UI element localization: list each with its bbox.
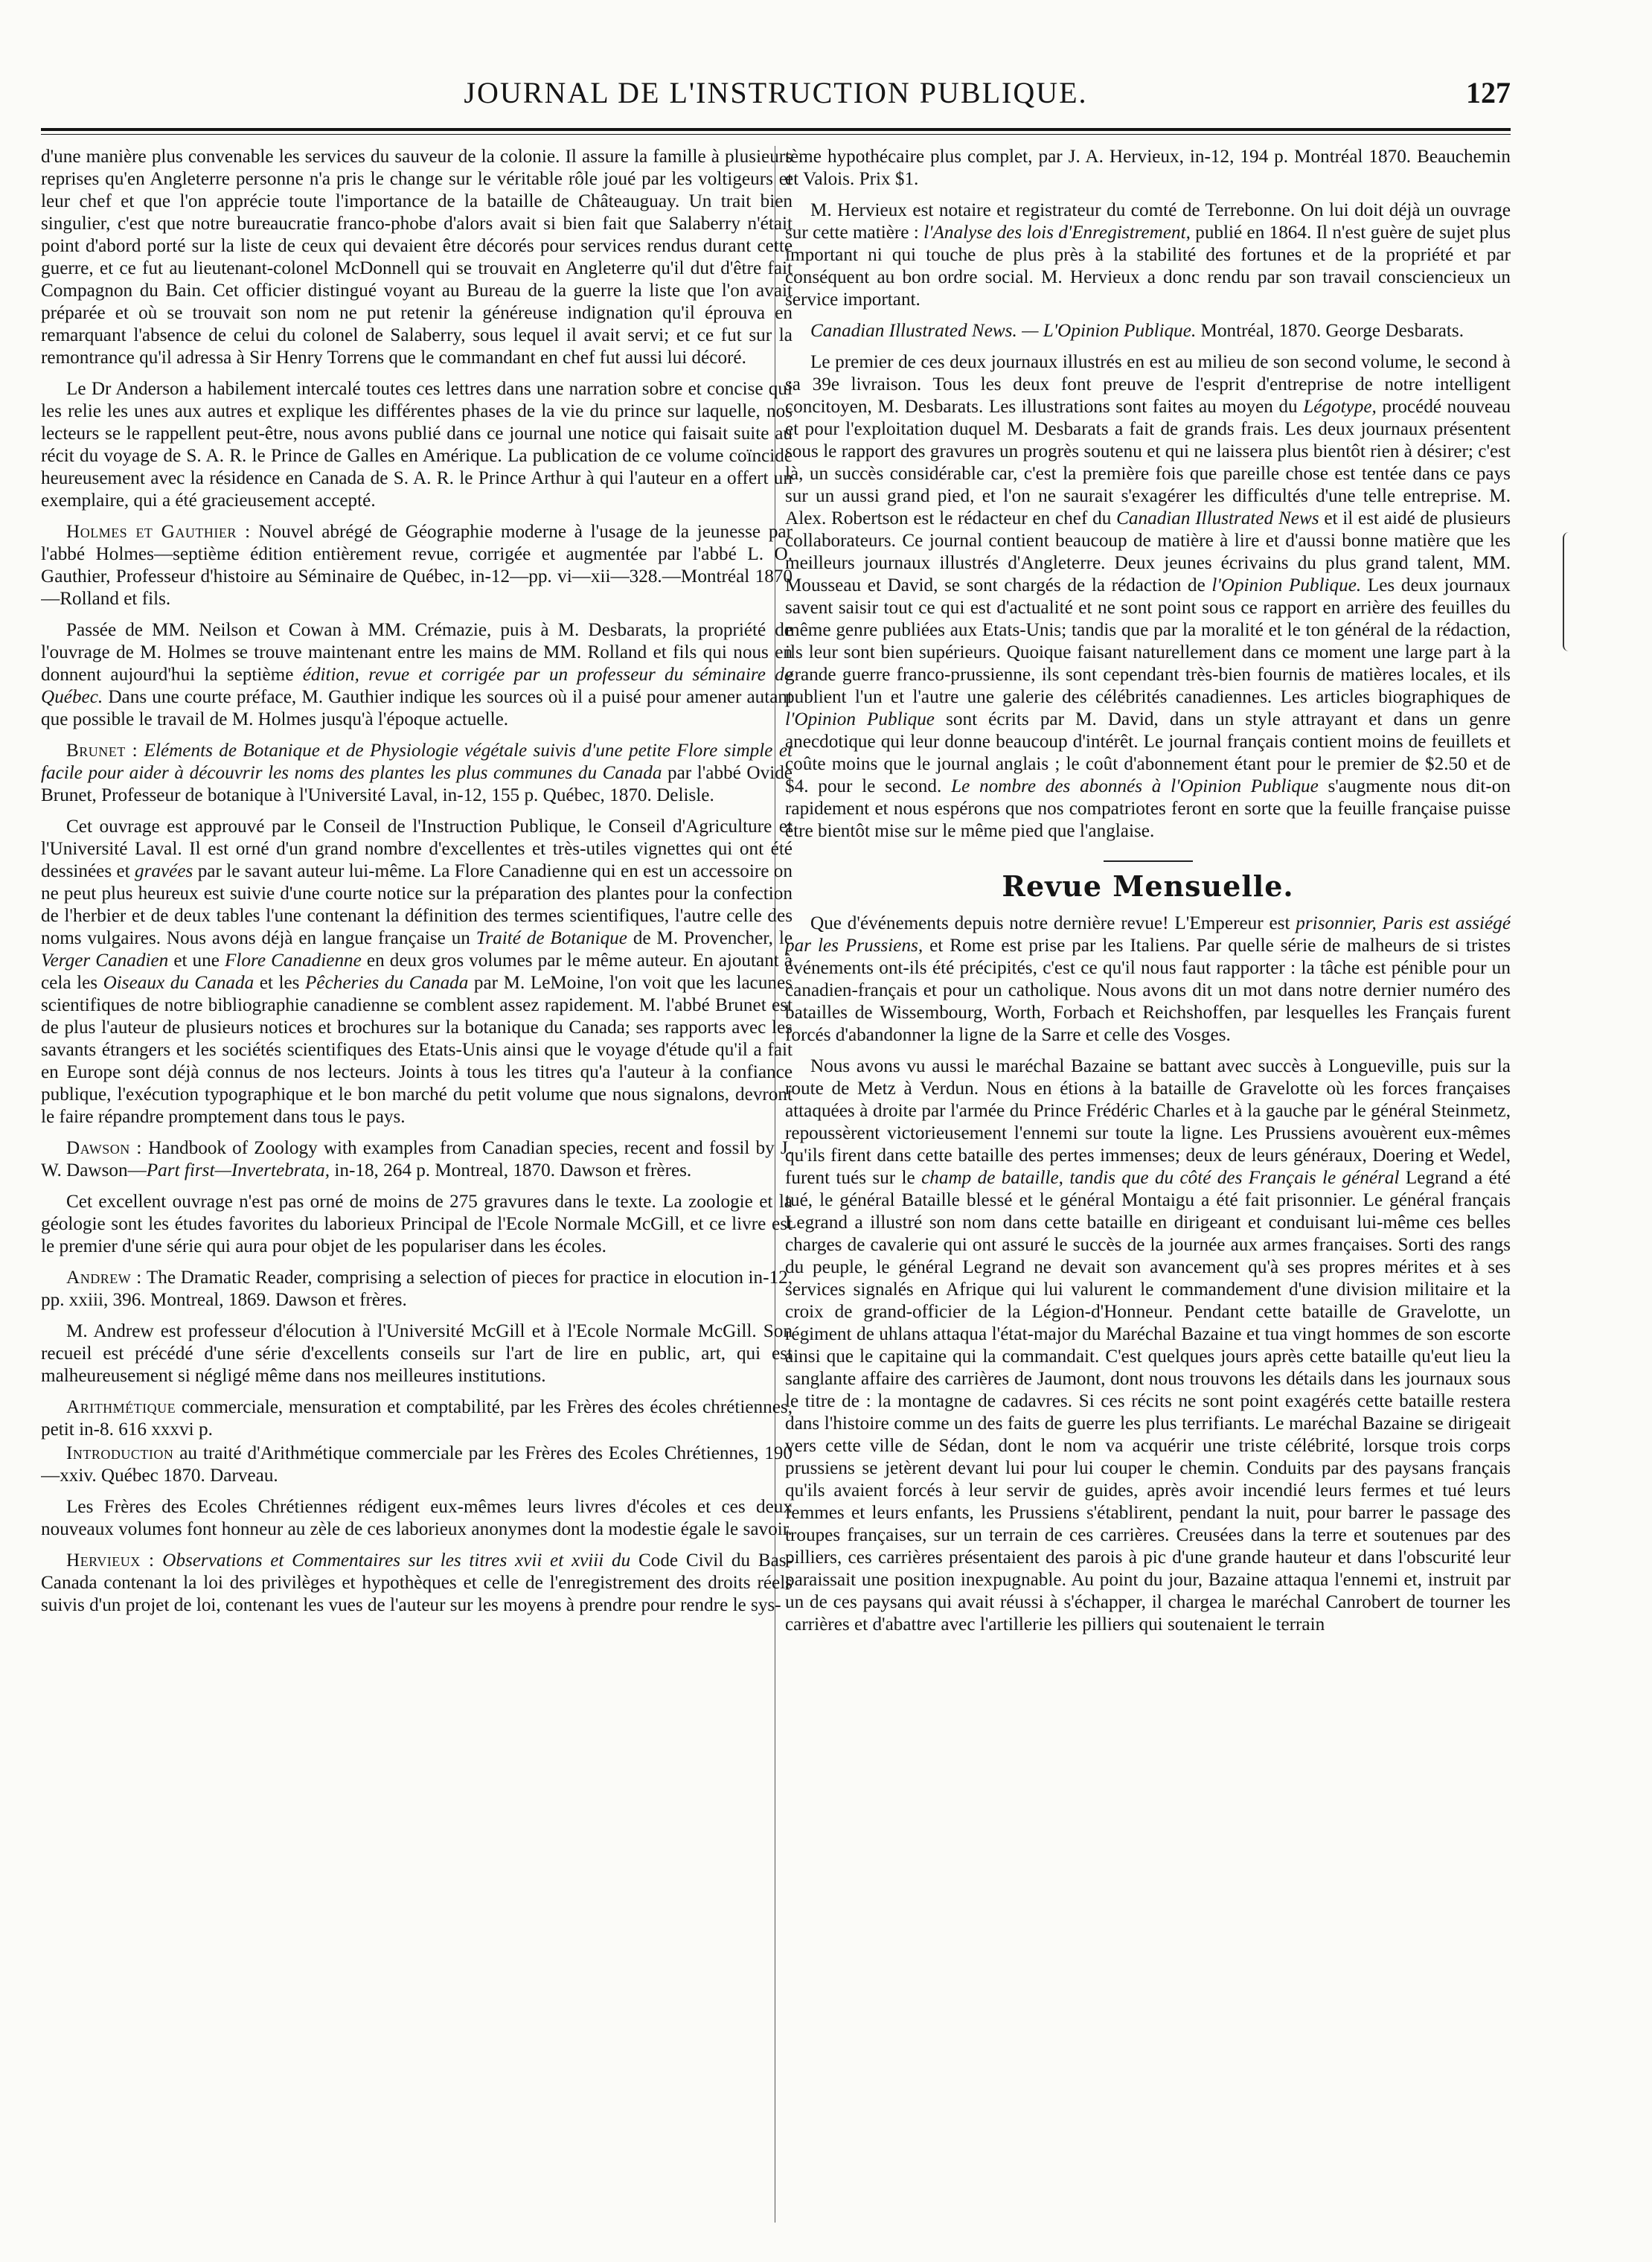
italic-run: Pêcheries du Canada (305, 973, 469, 993)
book-entry-andrew (41, 1267, 793, 1311)
text-run: Nous avons vu aussi le maréchal Bazaine se battant avec succès à Longueville, puis sur la route de Metz à Verdun. Nous en étions à la bataille de Gravelotte où les forces françaises attaquées à droite par l'armée du Prince Frédéric Charles et à la gauche par le général Steinmetz, repoussèrent victorieusement l'ennemi sur toute la ligne. Les Prussiens avouèrent eux-mêmes qu'ils firent dans cette bataille des pertes immenses; deux de leurs généraux, Doering et Wedel, furent tués sur le (785, 1056, 1511, 1188)
text-run: s'augmente nous dit-on rapidement et nous espérons que nos compatriotes feront en sorte que la feuille française puisse être bientôt mise sur le même pied que l'anglaise. (785, 776, 1511, 841)
entry-text: in-18, 264 p. Montreal, 1870. Dawson et frères. (334, 1160, 692, 1180)
entry-text: par l'abbé Ovide Brunet, Professeur de botanique à l'Université Laval, in-12, 155 p. Québec, 1870. Delisle. (41, 763, 793, 805)
italic-run: l'Opinion Publique (785, 709, 935, 729)
entry-author: Introduction (66, 1443, 174, 1463)
text-run: procédé nouveau et pour l'exploitation duquel M. Desbarats a fait de grands frais. Les deux journaux présentent sous le rapport des gravures un progrès soutenu et qui ne laissera plus bientôt rien à désirer; c'est là, un succès considérable car, c'est la première fois que pareille chose est tentée dans ce pays sur un aussi grand pied, et l'on ne saurait s'exagérer les difficultés d'une telle entreprise. M. Alex. Robertson est le rédacteur en chef du (785, 397, 1511, 528)
book-entry-introduction (41, 1442, 793, 1487)
paragraph (785, 913, 1511, 1047)
left-column (41, 146, 793, 2230)
paragraph (41, 619, 793, 731)
entry-author: Holmes et Gauthier : (66, 522, 251, 542)
entry-text: Montréal, 1870. George Desbarats. (1200, 321, 1464, 341)
page-header (41, 74, 1511, 112)
entry-text: Handbook of Zoology with examples from Canadian species, recent and fossil by J. W. Dawson— (41, 1138, 793, 1180)
entry-author: Arithmétique (66, 1397, 176, 1417)
italic-run: prisonnier, Paris est assiégé par les Prussiens, (785, 913, 1511, 956)
italic-run: Traité de Botanique (476, 928, 627, 948)
italic-run: Canadian Illustrated News (1116, 508, 1319, 528)
italic-run: édition, revue et corrigée par un professeur du séminaire de Québec. (41, 665, 793, 707)
entry-author: Brunet : (66, 741, 138, 761)
italic-run: Oiseaux du Canada (103, 973, 254, 993)
text-run: Dans une courte préface, M. Gauthier indique les sources où il a puisé pour amener autant que possible le travail de M. Holmes jusqu'à l'époque actuelle. (41, 687, 793, 729)
journal-title: JOURNAL DE L'INSTRUCTION PUBLIQUE. (464, 76, 1088, 109)
section-heading: Revue Mensuelle. (1002, 869, 1294, 903)
italic-run: l'Opinion Publique. (1211, 575, 1362, 595)
paragraph: Cet excellent ouvrage n'est pas orné de moins de 275 gravures dans le texte. La zoologie et la géologie sont les études favorites du laborieux Principal de l'Ecole Normale McGill, et ce livre est le premier d'une série qui aura pour objet de les populariser dans les écoles. (41, 1192, 793, 1256)
text-run: Passée de MM. Neilson et Cowan à MM. Crémazie, puis à M. Desbarats, la propriété de l'ouvrage de M. Holmes se trouve maintenant entre les mains de MM. Rolland et fils qui nous en donnent aujourd'hui la septième (41, 620, 793, 685)
text-run: sont écrits par M. David, dans un style attrayant et dans un genre anecdotique qui leur donne beaucoup d'intérêt. Le journal français contient moins de feuillets et coûte moins que le journal anglais ; le coût d'abonnement étant pour le premier de $2.50 et de $4. pour le second. (785, 709, 1511, 796)
paragraph (785, 1055, 1511, 1636)
entry-author: Dawson : (66, 1138, 142, 1158)
page-number: 127 (1466, 76, 1511, 109)
italic-run: Part first—Invertebrata, (146, 1160, 330, 1180)
text-run: de M. Provencher, le (633, 928, 793, 948)
section-divider (1104, 860, 1193, 862)
book-entry-hervieux (41, 1550, 793, 1617)
entry-text: au traité d'Arithmétique commerciale par les Frères des Ecoles Chrétiennes, 190—xxiv. Québec 1870. Darveau. (41, 1443, 793, 1486)
header-rule-thick (41, 128, 1511, 131)
paragraph (41, 816, 793, 1128)
entry-title: Canadian Illustrated News. — L'Opinion Publique. (810, 321, 1197, 341)
paragraph: Les Frères des Ecoles Chrétiennes rédigent eux-mêmes leurs livres d'écoles et ces deux nouveaux volumes font honneur au zèle de ces laborieux anonymes dont la modestie égale le savoir. (41, 1497, 793, 1539)
italic-run: Le nombre des abonnés à l'Opinion Publique (951, 776, 1319, 796)
paragraph: tème hypothécaire plus complet, par J. A. Hervieux, in-12, 194 p. Montréal 1870. Beauchemin et Valois. Prix $1. (785, 147, 1511, 189)
italic-run: Légotype, (1303, 397, 1377, 417)
text-run: publié en 1864. Il n'est guère de sujet plus important ni qui touche de plus près à la stabilité des fortunes et de la propriété et par conséquent au bon ordre social. M. Hervieux a donc rendu par son travail consciencieux un service important. (785, 223, 1511, 310)
margin-bracket-mark (1563, 532, 1573, 651)
book-entry-brunet (41, 740, 793, 807)
text-run: en deux gros volumes par le même auteur. En ajoutant à cela les (41, 951, 793, 993)
paragraph (785, 351, 1511, 843)
paragraph (785, 199, 1511, 311)
text-run: et une (173, 951, 220, 971)
paragraph: M. Andrew est professeur d'élocution à l'Université McGill et à l'Ecole Normale McGill. Son recueil est précédé d'une série d'excellents conseils sur l'art de lire en public, art, qui est malheureusement si négligé même dans nos meilleures institutions. (41, 1321, 793, 1386)
book-entry-dawson (41, 1137, 793, 1182)
entry-title: Eléments de Botanique et de Physiologie végétale suivis d'une petite Flore simple et facile pour aider à découvrir les noms des plantes les plus communes du Canada (41, 741, 793, 783)
entry-text: The Dramatic Reader, comprising a selection of pieces for practice in elocution in-12, pp. xxiii, 396. Montreal, 1869. Dawson et frères. (41, 1268, 793, 1310)
italic-run: champ de bataille, tandis que du côté des Français le général (921, 1168, 1400, 1188)
right-column (785, 146, 1511, 2230)
text-run: Cet ouvrage est approuvé par le Conseil de l'Instruction Publique, le Conseil d'Agriculture et l'Université Laval. Il est orné d'un grand nombre d'excellentes et très-utiles vignettes qui ont été dessinées et (41, 817, 793, 881)
entry-author: Andrew : (66, 1268, 142, 1288)
text-run: et Rome est prise par les Italiens. Par quelle série de malheurs de si tristes événements ont-ils été précipités, c'est ce qu'il nous faut rapporter : la tâche est pénible pour un canadien-français et pour un catholique. Nous avons dit un mot dans notre dernier numéro des batailles de Wissembourg, Worth, Forbach et Reichshoffen, par lesquelles les Français furent forcés d'abandonner la ligne de la Sarre et celle des Vosges. (785, 936, 1511, 1045)
text-run: Les deux journaux savent saisir tout ce qui est d'actualité et ne sont point sous ce rapport en arrière des feuilles du même genre publiées aux Etats-Unis; tandis que par la moralité et le ton général de la rédaction, ils leur sont bien supérieurs. Quoique faisant naturellement dans ce moment une large part à la grande guerre franco-prussienne, ils sont cependant très-bien fournis de matières locales, et ils publient l'un et l'autre une galerie des célébrités canadiennes. Les articles biographiques de (785, 575, 1511, 707)
text-run: M. Hervieux est notaire et registrateur du comté de Terrebonne. On lui doit déjà un ouvrage sur cette matière : (785, 200, 1511, 243)
text-run: Que d'événements depuis notre dernière revue! L'Empereur est (810, 913, 1290, 933)
text-run: et les (259, 973, 300, 993)
text-run: Le premier de ces deux journaux illustrés en est au milieu de son second volume, le second à sa 39e livraison. Tous les deux font preuve de l'esprit d'entreprise de notre intelligent concitoyen, M. Desbarats. Les illustrations sont faites au moyen du (785, 352, 1511, 417)
text-run: Legrand a été tué, le général Bataille blessé et le général Montaigu a été fait prisonnier. Le général français Legrand a illustré son nom dans cette bataille en dirigeant et conduisant lui-même ces belles charges de cavalerie qui ont assuré le succès de la journée aux armes françaises. Sorti des rangs du peuple, le général Legrand ne devait son avancement qu'à ses propres mérites et à ses services signalés en Afrique qui lui valurent le commandement d'une division militaire et la croix de grand-officier de la Légion-d'Honneur. Pendant cette bataille de Gravelotte, un régiment de uhlans attaqua l'état-major du Maréchal Bazaine et tua vingt hommes de son escorte ainsi que le capitaine qui la commandait. C'est quelques jours après cette bataille qu'eut lieu la sanglante affaire des carrières de Jaumont, dont nous trouvons les détails dans les journaux sous le titre de : la montagne de cadavres. Si ces récits ne sont point exagérés cette bataille restera dans l'histoire comme un des faits de guerre les plus terrifiants. Le maréchal Bazaine se dirigeait vers cette ville de Sédan, dont le nom va acquérir une triste célébrité, lorsque trois corps prussiens se jetèrent devant lui pour lui couper le chemin. Conduits par des paysans français qu'ils avaient forcés à leur servir de guides, après avoir incendié leurs fermes et tué leurs femmes et leurs enfants, les Prussiens s'établirent, pendant la nuit, pour barrer le passage des troupes françaises, sur un terrain de ces carrières. Creusées dans la terre et soutenues par des pilliers, ces carrières présentaient des parois à pic d'une grande hauteur et dans l'obscurité leur paraissait une position inexpugnable. Au point du jour, Bazaine attaqua l'ennemi et, instruit par un de ces paysans qui avait réussi à s'échapper, il chargea le maréchal Canrobert de tourner les carrières et d'abattre avec l'artillerie les pilliers qui soutenaient le terrain (785, 1168, 1511, 1635)
header-rule-thin (41, 134, 1511, 135)
entry-title: Observations et Commentaires sur les titres xvii et xviii du (162, 1550, 631, 1571)
text-run: par le savant auteur lui-même. La Flore Canadienne qui en est un accessoire on ne peut plus heureux est suivie d'une courte notice sur la préparation des plantes pour la confection de l'herbier et de deux tables l'une contenant la définition des termes scientifiques, l'autre celle des noms vulgaires. Nous avons déjà en langue française un (41, 861, 793, 948)
text-run: et il est aidé de plusieurs collaborateurs. Ce journal contient beaucoup de matière à lire et d'aussi bonne matière que les meilleurs journaux illustrés d'Angleterre. Deux jeunes écrivains du plus grand talent, MM. Mousseau et David, se sont chargés de la rédaction de (785, 508, 1511, 595)
italic-run: Flore Canadienne (225, 951, 362, 971)
italic-run: gravées (135, 861, 193, 881)
entry-text: Nouvel abrégé de Géographie moderne à l'usage de la jeunesse par l'abbé Holmes—septième édition entièrement revue, corrigée et augmentée par l'abbé L. O. Gauthier, Professeur d'histoire au Séminaire de Québec, in-12—pp. vi—xii—328.—Montréal 1870—Rolland et fils. (41, 522, 793, 609)
paragraph: Le Dr Anderson a habilement intercalé toutes ces lettres dans une narration sobre et concise qui les relie les unes aux autres et explique les différentes phases de la vie du prince sur laquelle, nos lecteurs se le rappellent peut-être, nous avons publié dans ce journal une notice qui faisait suite au récit du voyage de S. A. R. le Prince de Galles en Amérique. La publication de ce volume coïncide heureusement avec la résidence en Canada de S. A. R. le Prince Arthur à qui l'auteur en a offert un exemplaire, qui a été gracieusement accepté. (41, 379, 793, 511)
text-run: par M. LeMoine, l'on voit que les lacunes scientifiques de notre bibliographie canadienne se comblent assez rapidement. M. l'abbé Brunet est de plus l'auteur de plusieurs notices et brochures sur la botanique du Canada; ses rapports avec les savants étrangers et les sociétés scientifiques des Etats-Unis ainsi que le voyage d'étude qu'il a fait en Europe sont déjà connus de nos lecteurs. Joints à tous les titres qu'a l'auteur à la confiance publique, l'exécution typographique et le bon marché du petit volume que nous signalons, devront le faire répandre promptement dans tous le pays. (41, 973, 793, 1127)
entry-text: Code Civil du Bas-Canada contenant la loi des privilèges et hypothèques et celle de l'enregistrement des droits réels suivis d'un projet de loi, contenant les vues de l'auteur sur les moyens à prendre pour rendre le sys- (41, 1550, 793, 1615)
book-entry-canadian-illustrated-news (785, 320, 1511, 342)
entry-author: Hervieux : (66, 1550, 155, 1571)
book-entry-holmes (41, 521, 793, 610)
entry-text: commerciale, mensuration et comptabilité, par les Frères des écoles chrétiennes, petit in-8. 616 xxxvi p. (41, 1397, 793, 1440)
italic-run: l'Analyse des lois d'Enregistrement, (923, 223, 1191, 243)
italic-run: Verger Canadien (41, 951, 169, 971)
book-entry-arithmetique (41, 1396, 793, 1441)
paragraph: d'une manière plus convenable les services du sauveur de la colonie. Il assure la famille à plusieurs reprises qu'en Angleterre personne n'a pris le change sur le véritable rôle joué par les voltigeurs et leur chef et que l'on apprécie toute l'importance de la bataille de Châteauguay. Un trait bien singulier, c'est que notre bureaucratie franco-phobe d'alors avait si bien fait que Salaberry n'était point d'abord porté sur la liste de ceux qui devaient être décorés pour services rendus durant cette guerre, et ce fut au lieutenant-colonel McDonnell qui se trouvait en Angleterre qu'il dut d'être fait Compagnon du Bain. Cet officier distingué voyant au Bureau de la guerre la liste que l'on avait préparée et où se trouvait son nom ne put retenir la généreuse indignation qu'il éprouva en remarquant l'absence de celui du colonel de Salaberry, sous lequel il avait servi; et ce fut sur la remontrance qu'il adressa à Sir Henry Torrens que le commandant en chef fut aussi lui décoré. (41, 147, 793, 368)
